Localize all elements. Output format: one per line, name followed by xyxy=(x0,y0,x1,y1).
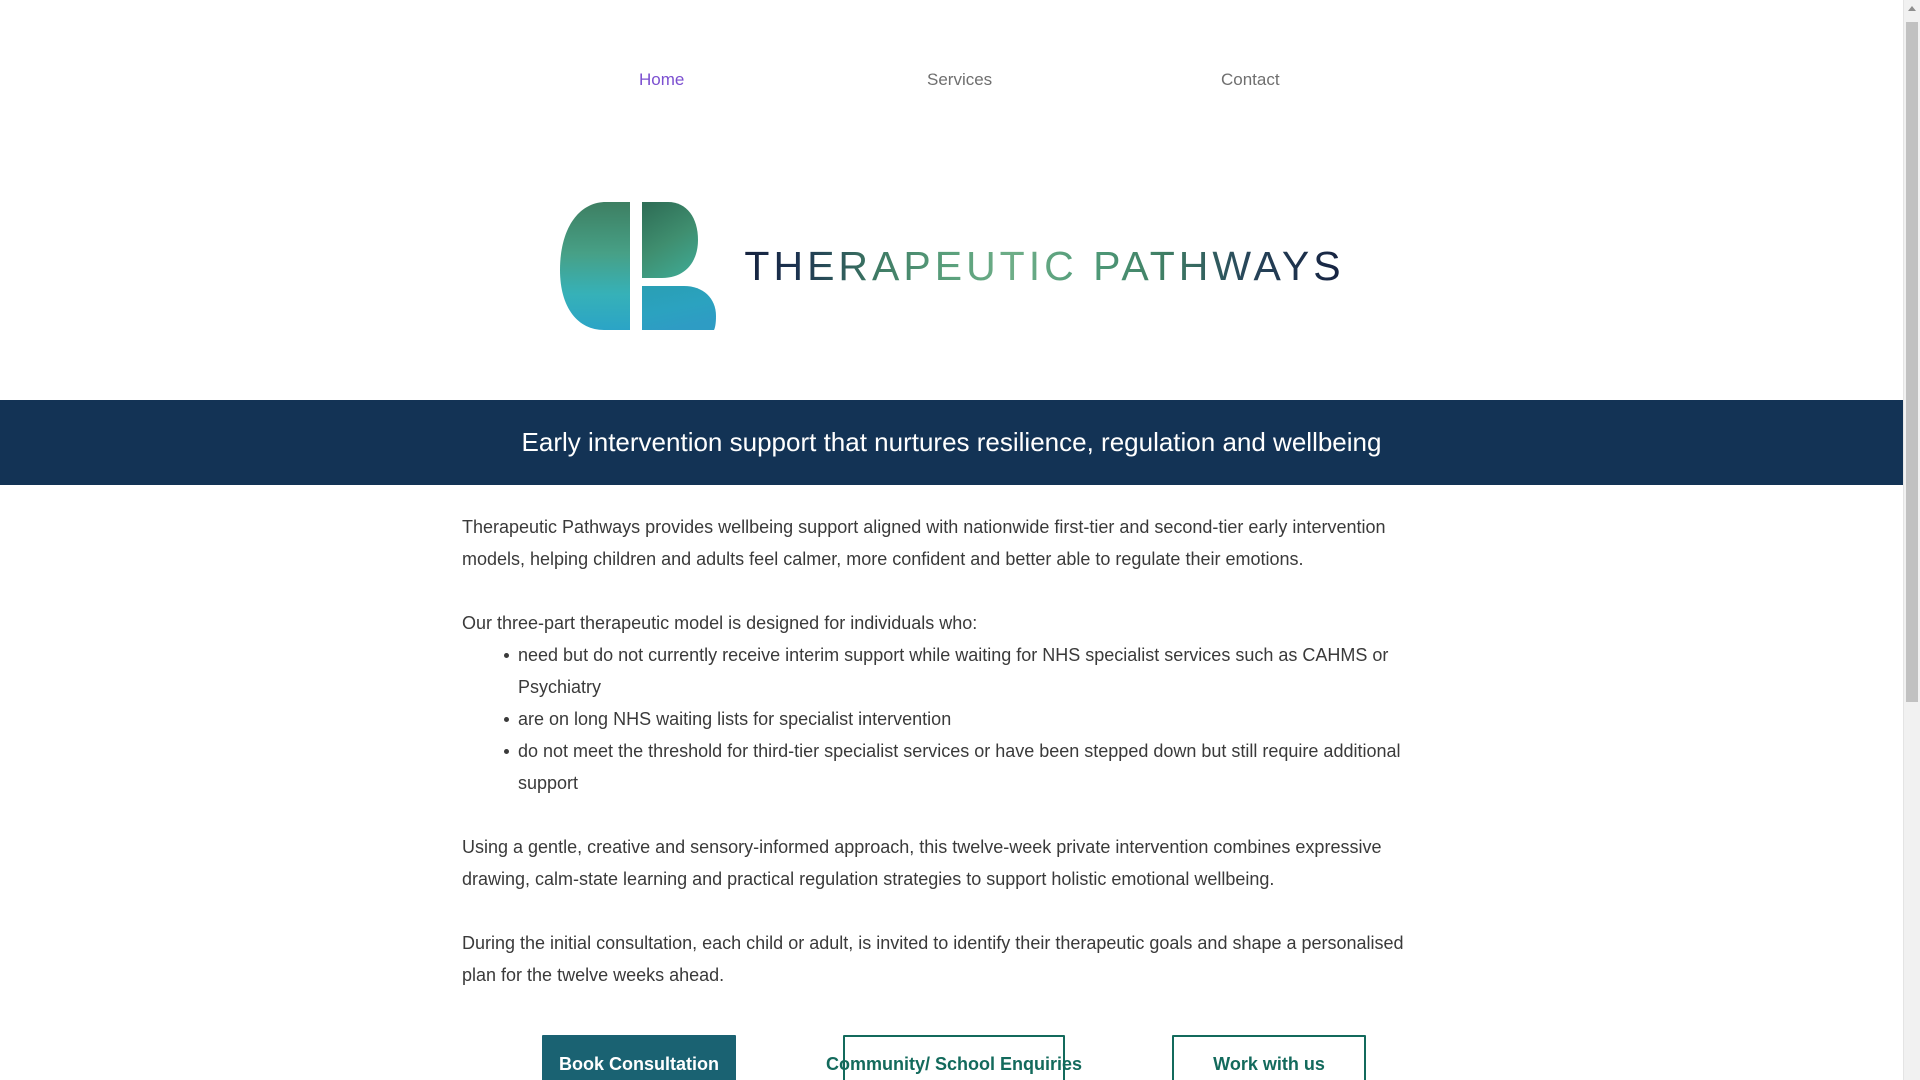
scrollbar-thumb[interactable] xyxy=(1906,22,1918,702)
cta-button-row xyxy=(462,1035,1422,1080)
list-intro-paragraph: Our three-part therapeutic model is designed for individuals who: xyxy=(462,613,978,633)
vertical-scrollbar[interactable] xyxy=(1903,0,1920,1080)
main-content xyxy=(462,511,1422,1023)
list-item: do not meet the threshold for third-tier specialist services or have been stepped down but still require additional support xyxy=(504,735,1422,799)
leaf-mark-icon xyxy=(558,198,722,334)
consultation-paragraph: During the initial consultation, each child or adult, is invited to identify their therapeutic goals and shape a personalised plan for the twelve weeks ahead. xyxy=(462,933,1404,985)
main-navigation xyxy=(0,68,1903,92)
intro-paragraph: Therapeutic Pathways provides wellbeing support aligned with nationwide first-tier and second-tier early intervention models, helping children and adults feel calmer, more confident and better able to regulate their emotions. xyxy=(462,517,1386,569)
approach-paragraph: Using a gentle, creative and sensory-informed approach, this twelve-week private intervention combines expressive drawing, calm-state learning and practical regulation strategies to support holistic emotional wellbeing. xyxy=(462,837,1382,889)
work-with-us-button[interactable]: Work with us xyxy=(1172,1035,1366,1080)
community-school-enquiries-button[interactable]: Community/ School Enquiries xyxy=(843,1035,1065,1080)
list-item: are on long NHS waiting lists for specialist intervention xyxy=(504,703,1422,735)
list-item: need but do not currently receive interim support while waiting for NHS specialist services such as CAHMS or Psychiatry xyxy=(504,639,1422,703)
site-logo[interactable] xyxy=(0,196,1903,336)
logo-wordmark: THERAPEUTIC PATHWAYS xyxy=(744,242,1345,289)
eligibility-list xyxy=(462,639,1422,799)
nav-item-home[interactable]: Home xyxy=(639,70,685,89)
scroll-up-arrow-icon[interactable] xyxy=(1904,0,1920,17)
hero-banner xyxy=(0,400,1903,485)
triangle-up-icon xyxy=(1908,6,1916,11)
hero-headline: Early intervention support that nurtures resilience, regulation and wellbeing xyxy=(521,426,1382,457)
nav-item-contact[interactable]: Contact xyxy=(1221,70,1280,89)
nav-item-services[interactable]: Services xyxy=(927,70,993,89)
book-consultation-button[interactable]: Book Consultation xyxy=(542,1035,736,1080)
